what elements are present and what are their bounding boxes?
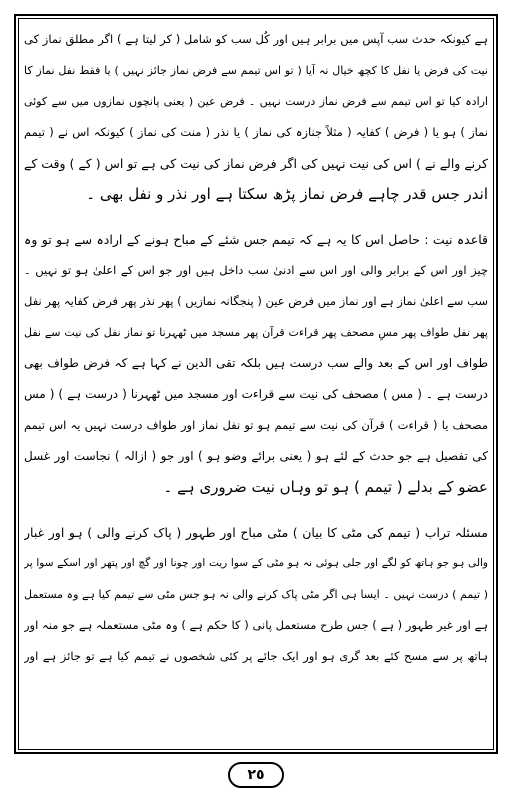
- text-line: اندر جس قدر چاہے فرض نماز پڑھ سکتا ہے اور نذر و نفل بھی ۔: [86, 185, 488, 203]
- text-line: نماز ) ہو یا ( فرض ) کفایہ ( مثلاً جنازہ کی نماز ) یا نذر ( منت کی نماز ) کیونکہ اس نے ( تیمم: [24, 125, 488, 139]
- text-line: چیز اور اس کے برابر والی اور اس سے ادنیٰ سب داخل ہیں اور جو اس کے اعلیٰ ہو تو نہیں ۔: [24, 263, 488, 277]
- text-line: عضو کے بدلے ( تیمم ) ہو تو وہاں نیت ضروری ہے ۔: [163, 478, 488, 496]
- text-line: والی ہو جو ہاتھ کو لگے اور جلی ہوئی نہ ہو مٹی کے سوا ریت اور چونا اور گچ اور پتھر اور اسکے سوا پر: [24, 557, 488, 569]
- text-line: ہے اور غیر طہور ( ہے ) جس طرح مستعمل پانی ( کا حکم ہے ) وہ مٹی مستعملہ ہے جو منہ اور: [24, 618, 488, 632]
- paragraph-niyyat-continuation: [24, 24, 488, 210]
- text-line: ہے کیونکہ حدث سب آپس میں برابر ہیں اور کُل سب کو شامل ( کر لیتا ہے ) اگر مطلق نماز کی: [24, 32, 488, 46]
- text-line: نیت کی فرض یا نفل کا کچھ خیال نہ آیا ( تو اس تیمم سے فرض نماز جائز نہیں ) یا فقط نفل نماز کا: [24, 64, 488, 77]
- text-line: کی تفصیل ہے جو حدث کے لئے ہو ( یعنی برائے وضو ہو ) اور جو ( ازالہ ) نجاست اور غسل: [24, 449, 488, 463]
- text-line: درست ہے ۔ ( مس ) مصحف کی نیت سے قراءت اور مسجد میں ٹھہرنا ( درست ہے ) ( مس: [24, 387, 488, 401]
- page-number: ٢٥: [228, 762, 284, 788]
- text-line: مصحف یا ( قراءت ) قرآن کی نیت سے تیمم ہو تو نفل نماز اور طواف درست نہیں یہ اس تیمم: [24, 418, 488, 432]
- page-footer: [0, 762, 512, 788]
- text-line: ہاتھ پر سے مسح کئے بعد گری ہو اور ایک جائے پر کئی شخصوں نے تیمم کیا ہے تو جائز ہے اور: [24, 649, 488, 663]
- text-line-heading: قاعدہ نیت : حاصل اس کا یہ ہے کہ تیمم جس شئے کے مباح ہونے کے ارادہ سے ہو تو وہ: [24, 232, 488, 247]
- text-line: کرنے والے نے ) اس کی نیت نہیں کی اگر فرض نماز کی نیت کی ہے تو اس ( کے ) وقت کے: [24, 156, 488, 171]
- text-line: طواف اور اس کے بعد والے سب درست ہیں بلکہ تقی الدین نے کہا ہے کہ فرض طواف بھی: [24, 356, 488, 370]
- text-line: سب سے اعلیٰ نماز ہے اور نماز میں فرض عین ( پنجگانہ نمازیں ) پھر نذر پھر فرض کفایہ پھر نفل: [24, 294, 488, 308]
- text-line: ( تیمم ) درست نہیں ۔ ایسا ہی اگر مٹی پاک کرنے والی نہ ہو جس مٹی سے تیمم کیا ہے وہ مستعمل: [24, 588, 488, 601]
- text-line: ارادہ کیا تو اس تیمم سے فرض نماز درست نہیں ۔ فرض عین ( یعنی پانچوں نمازوں میں سے کوئی: [24, 95, 488, 108]
- page-body: [24, 24, 488, 744]
- text-line-heading: مسئلہ تراب ( تیمم کی مٹی کا بیان ) مٹی مباح اور طہور ( پاک کرنے والی ) ہو اور غبار: [24, 525, 488, 540]
- paragraph-masla-turab: [24, 517, 488, 672]
- text-line: پھر نفل طواف پھر مسِ مصحف پھر قراءت قرآن پھر مسجد میں ٹھہرنا تو نماز نفل کی نیت سے نفل: [24, 326, 488, 339]
- paragraph-qaida-niyyat: [24, 224, 488, 503]
